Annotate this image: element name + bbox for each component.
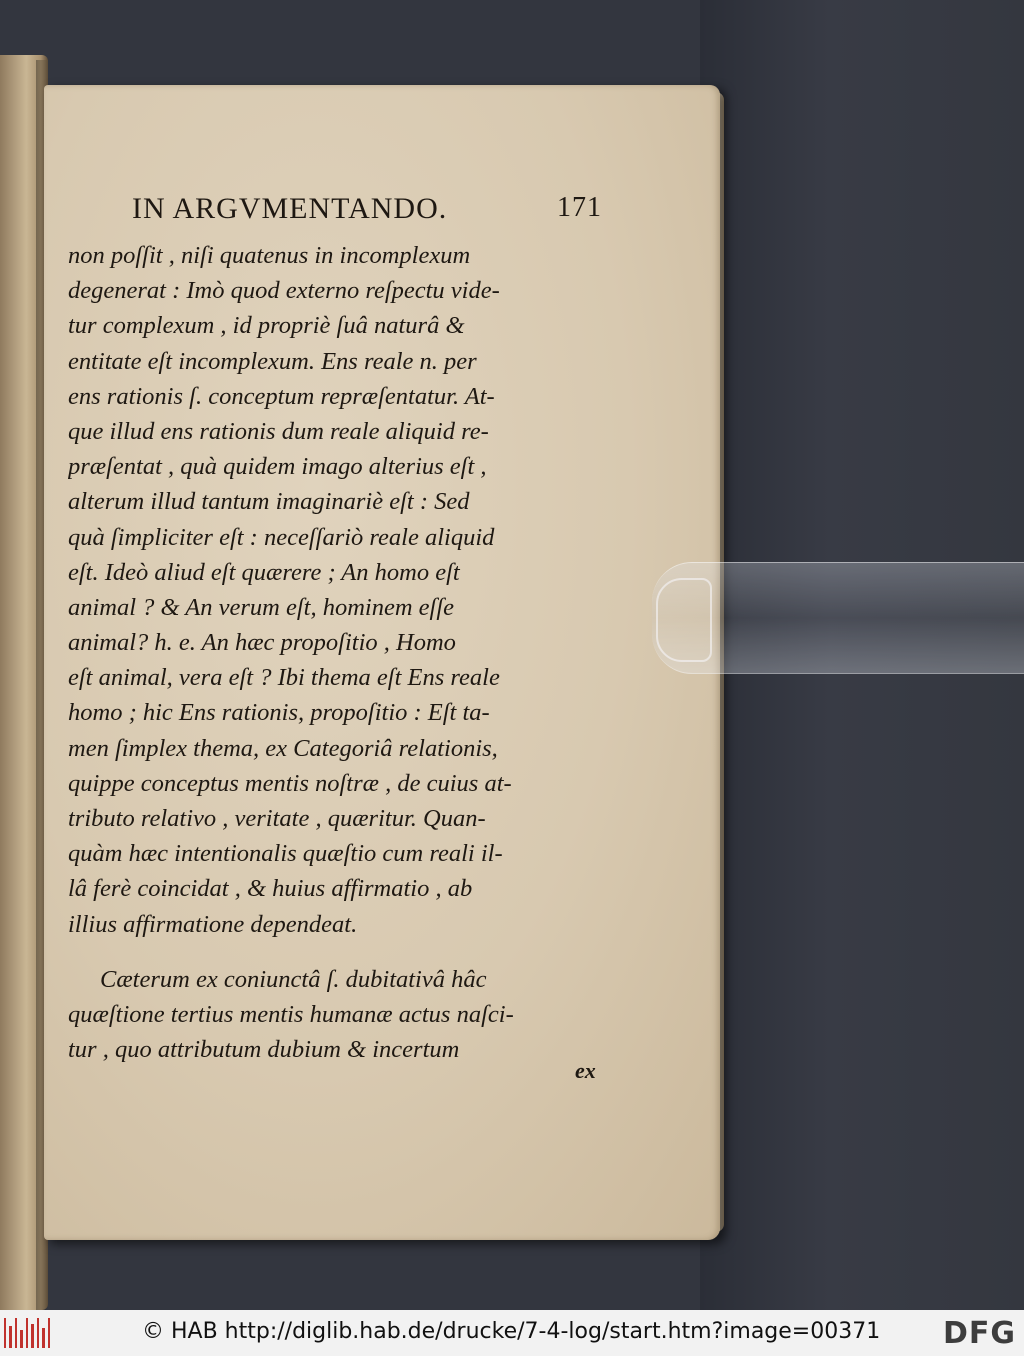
text-line: ens rationis ſ. conceptum repræſentatur. At- <box>68 382 495 410</box>
running-head <box>132 192 602 226</box>
text-line: degenerat : Imò quod externo reſpectu vide- <box>68 277 500 305</box>
footer-bar <box>0 1310 1024 1356</box>
text-line: quippe conceptus mentis noſtræ , de cuius at- <box>68 769 512 797</box>
text-line: homo ; hic Ens rationis, propoſitio : Eſt ta- <box>68 699 490 727</box>
text-line: tur , quo attributum dubium & incertum <box>68 1036 460 1064</box>
paragraph-1 <box>68 238 608 942</box>
text-line: Cæterum ex coniunctâ ſ. dubitativâ hâc <box>100 965 487 993</box>
paragraph-2 <box>68 962 608 1068</box>
text-line: animal ? & An verum eſt, hominem eſſe <box>68 593 455 621</box>
text-line: eſt animal, vera eſt ? Ibi thema eſt Ens reale <box>68 664 500 692</box>
text-line: entitate eſt incomplexum. Ens reale n. per <box>68 347 477 375</box>
text-line: men ſimplex thema, ex Categoriâ relationis, <box>68 734 498 762</box>
hab-logo-icon[interactable] <box>4 1318 50 1348</box>
text-line: illius affirmatione dependeat. <box>68 910 358 938</box>
text-line: tur complexum , id propriè ſuâ naturâ & <box>68 312 465 340</box>
text-line: lâ ferè coincidat , & huius affirmatio , ab <box>68 875 473 903</box>
running-head-title: IN ARGVMENTANDO. <box>132 192 448 225</box>
text-line: eſt. Ideò aliud eſt quærere ; An homo eſt <box>68 558 460 586</box>
text-line: que illud ens rationis dum reale aliquid re- <box>68 417 489 445</box>
page-text <box>68 238 608 1067</box>
dfg-logo[interactable]: DFG <box>942 1316 1016 1351</box>
page-clip <box>652 556 1024 686</box>
text-line: quàm hæc intentionalis quæſtio cum reali il- <box>68 840 503 868</box>
copyright-link[interactable]: © HAB http://diglib.hab.de/drucke/7-4-log/start.htm?image=00371 <box>142 1319 881 1344</box>
text-line: alterum illud tantum imaginariè eſt : Sed <box>68 488 470 516</box>
page-number: 171 <box>557 192 602 223</box>
clip-loop <box>656 578 712 662</box>
text-line: quà ſimpliciter eſt : neceſſariò reale aliquid <box>68 523 495 551</box>
text-line: quæſtione tertius mentis humanæ actus naſci- <box>68 1000 514 1028</box>
catchword: ex <box>575 1058 596 1083</box>
text-line: tributo relativo , veritate , quæritur. Quan- <box>68 805 486 832</box>
text-line: præſentat , quà quidem imago alterius eſt , <box>68 453 487 481</box>
text-line: non poſſit , niſi quatenus in incomplexum <box>68 242 471 269</box>
text-line: animal? h. e. An hæc propoſitio , Homo <box>68 629 456 657</box>
